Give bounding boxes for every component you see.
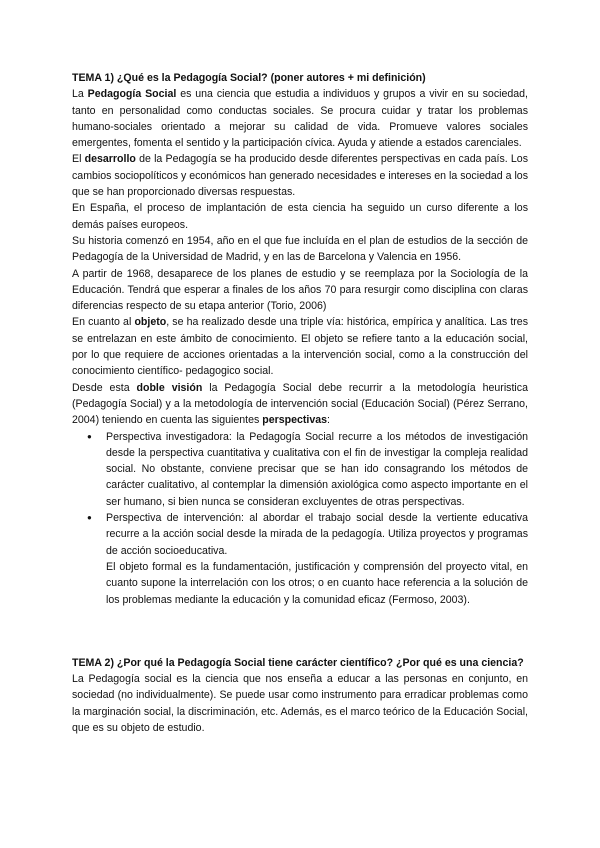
list-item-intervencion: ● Perspectiva de intervención: al abordar el trabajo social desde la vertiente educativa recurre a la acción social desde la mirada de la pedagogía. Utiliza proyectos y programas de acción socioeducativa. xyxy=(106,510,528,559)
tema1-paragraph-espana: En España, el proceso de implantación de esta ciencia ha seguido un curso diferente a los demás países europeos. xyxy=(72,202,528,231)
tema1-paragraph-definition: La Pedagogía Social es una ciencia que estudia a individuos y grupos a vivir en su sociedad, tanto en personalidad como conductas sociales. Se procura cuidar y tratar los problemas humano-sociales orientado a mejorar su calidad de vida. Promueve valores sociales emergentes, fomenta el sentido y la participación cívica. Ayuda y atiende a estados carenciales. xyxy=(72,88,528,150)
section-spacer xyxy=(72,608,528,655)
tema2-paragraph: La Pedagogía social es la ciencia que nos enseña a educar a las personas en conjunto, en sociedad (no individualmente). Se puede usar como instrumento para erradicar problemas como la marginación social, la discriminación, etc. Además, es el marco teórico de la Educación Social, que es su objeto de estudio. xyxy=(72,673,528,734)
intervencion-continuation: El objeto formal es la fundamentación, justificación y comprensión del proyecto vital, en cuanto supone la interrelación con los otros; o en cuanto hace referencia a la solución de los problemas mediante la educación y la comunidad eficaz (Fermoso, 2003). xyxy=(106,560,528,606)
tema1-paragraph-historia: Su historia comenzó en 1954, año en el que fue incluída en el plan de estudios de la sección de Pedagogía de la Universidad de Madrid, y en las de Barcelona y Valencia en 1956. xyxy=(72,234,528,264)
tema1-paragraph-doble-vision: Desde esta doble visión la Pedagogía Social debe recurrir a la metodología heuristica (Pedagogía Social) y a la metodología de intervención social (Educación Social) (Pérez Serrano, 2004) teniendo en cuenta las siguientes perspectivas: xyxy=(72,381,528,427)
perspectivas-list xyxy=(72,429,528,559)
list-item-investigadora: ● Perspectiva investigadora: la Pedagogía Social recurre a los métodos de investigación desde la perspectiva cuantitativa y cualitativa con el fin de investigar la compleja realidad social. No obstante, conviene precisar que se han ido consagrando los métodos de carácter cualitativo, al contemplar la dimensión axiológica como aspecto importante en el ser humano, si bien nunca se consideran excluyentes de otras perspectivas. xyxy=(106,429,528,510)
document-page xyxy=(72,70,528,736)
tema1-title: TEMA 1) ¿Qué es la Pedagogía Social? (poner autores + mi definición) xyxy=(72,72,426,84)
tema2-title: TEMA 2) ¿Por qué la Pedagogía Social tiene carácter científico? ¿Por qué es una ciencia? xyxy=(72,656,524,669)
tema1-paragraph-desarrollo: El desarrollo de la Pedagogía se ha producido desde diferentes perspectivas en cada país. Los cambios sociopolíticos y económicos han generado necesidades e intereses en la sociedad a los que se han proporcionado diversas respuestas. xyxy=(72,153,528,199)
tema1-paragraph-1968: A partir de 1968, desaparece de los planes de estudio y se reemplaza por la Sociología de la Educación. Tendrá que esperar a finales de los años 70 para resurgir como disciplina con claras diferencias respecto de su etapa anterior (Torio, 2006) xyxy=(72,267,528,313)
tema1-paragraph-objeto: En cuanto al objeto, se ha realizado desde una triple vía: histórica, empírica y analítica. Las tres se entrelazan en este ámbito de conocimiento. El objeto se refiere tanto a la educación social, por lo que requiere de acciones orientadas a la intervención social, como a la construcción del conocimiento científico- pedagogico social. xyxy=(72,316,528,378)
